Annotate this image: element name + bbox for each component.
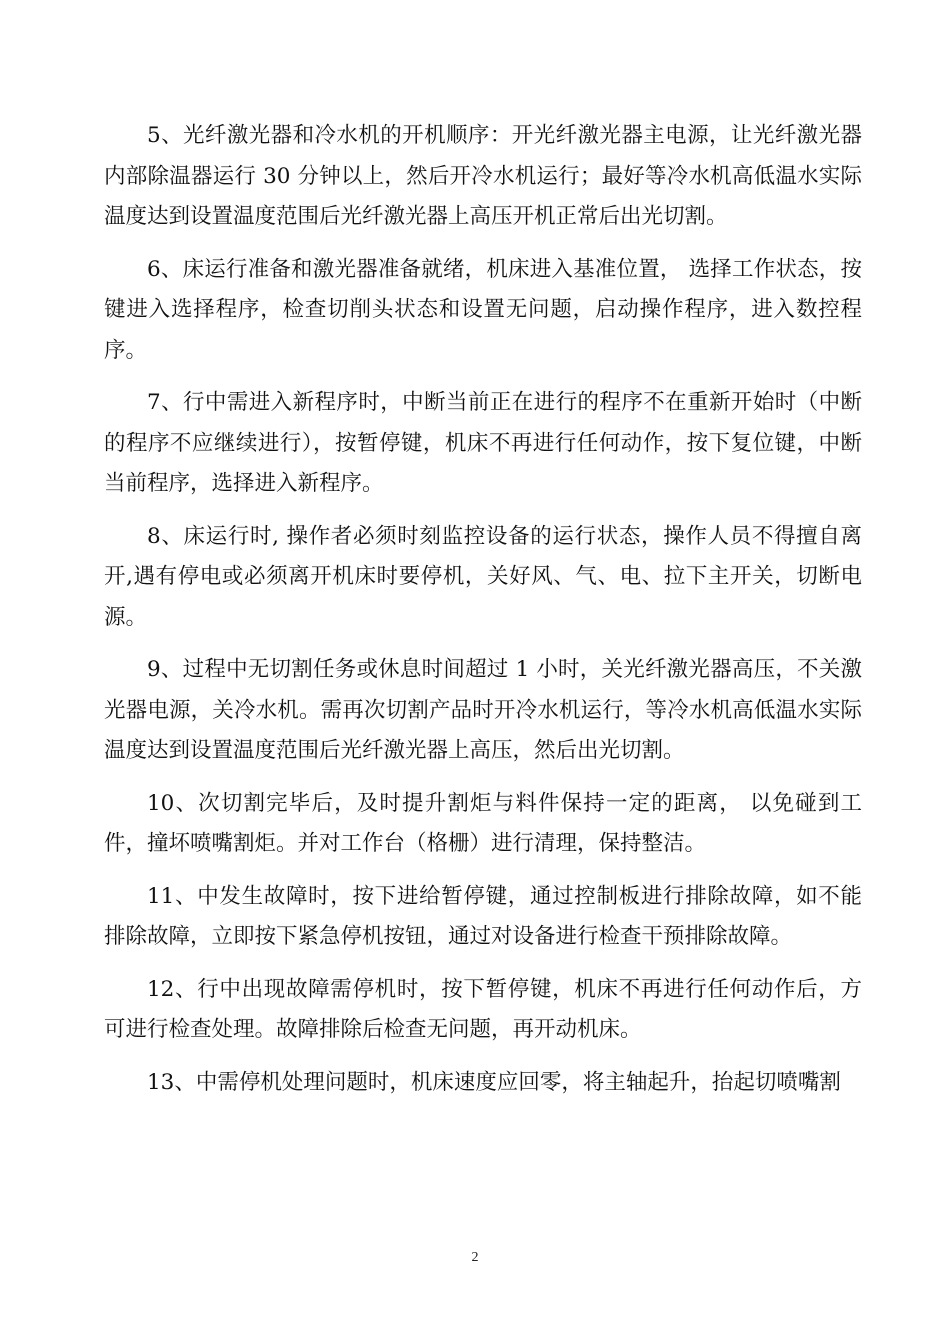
paragraph-5: 5、光纤激光器和冷水机的开机顺序：开光纤激光器主电源，让光纤激光器内部除温器运行 30 分钟以上，然后开冷水机运行；最好等冷水机高低温水实际温度达到设置温度范围后光纤激光器上高压开机正常后出光切割。 xyxy=(104,123,862,229)
document-body xyxy=(104,116,862,1115)
paragraph-10: 10、次切割完毕后，及时提升割炬与料件保持一定的距离， 以免碰到工件，撞坏喷嘴割炬。并对工作台（格栅）进行清理，保持整洁。 xyxy=(104,790,862,856)
paragraph-8: 8、床运行时, 操作者必须时刻监控设备的运行状态，操作人员不得擅自离开,遇有停电或必须离开机床时要停机，关好风、气、电、拉下主开关，切断电源。 xyxy=(104,523,862,630)
paragraph-6: 6、床运行准备和激光器准备就绪，机床进入基准位置， 选择工作状态，按键进入选择程序，检查切削头状态和设置无问题，启动操作程序，进入数控程序。 xyxy=(104,256,862,363)
paragraph-9: 9、过程中无切割任务或休息时间超过 1 小时，关光纤激光器高压，不关激光器电源，关冷水机。需再次切割产品时开冷水机运行，等冷水机高低温水实际温度达到设置温度范围后光纤激光器上高压，然后出光切割。 xyxy=(104,657,862,763)
page-number: 2 xyxy=(471,1250,479,1265)
paragraph-12: 12、行中出现故障需停机时，按下暂停键，机床不再进行任何动作后，方可进行检查处理。故障排除后检查无问题，再开动机床。 xyxy=(104,976,862,1042)
paragraph-7: 7、行中需进入新程序时，中断当前正在进行的程序不在重新开始时（中断的程序不应继续进行），按暂停键，机床不再进行任何动作，按下复位键，中断当前程序，选择进入新程序。 xyxy=(104,390,862,496)
paragraph-13: 13、中需停机处理问题时，机床速度应回零，将主轴起升，抬起切喷嘴割 xyxy=(147,1069,841,1095)
paragraph-11: 11、中发生故障时，按下进给暂停键，通过控制板进行排除故障，如不能排除故障，立即按下紧急停机按钮，通过对设备进行检查干预排除故障。 xyxy=(104,883,862,949)
